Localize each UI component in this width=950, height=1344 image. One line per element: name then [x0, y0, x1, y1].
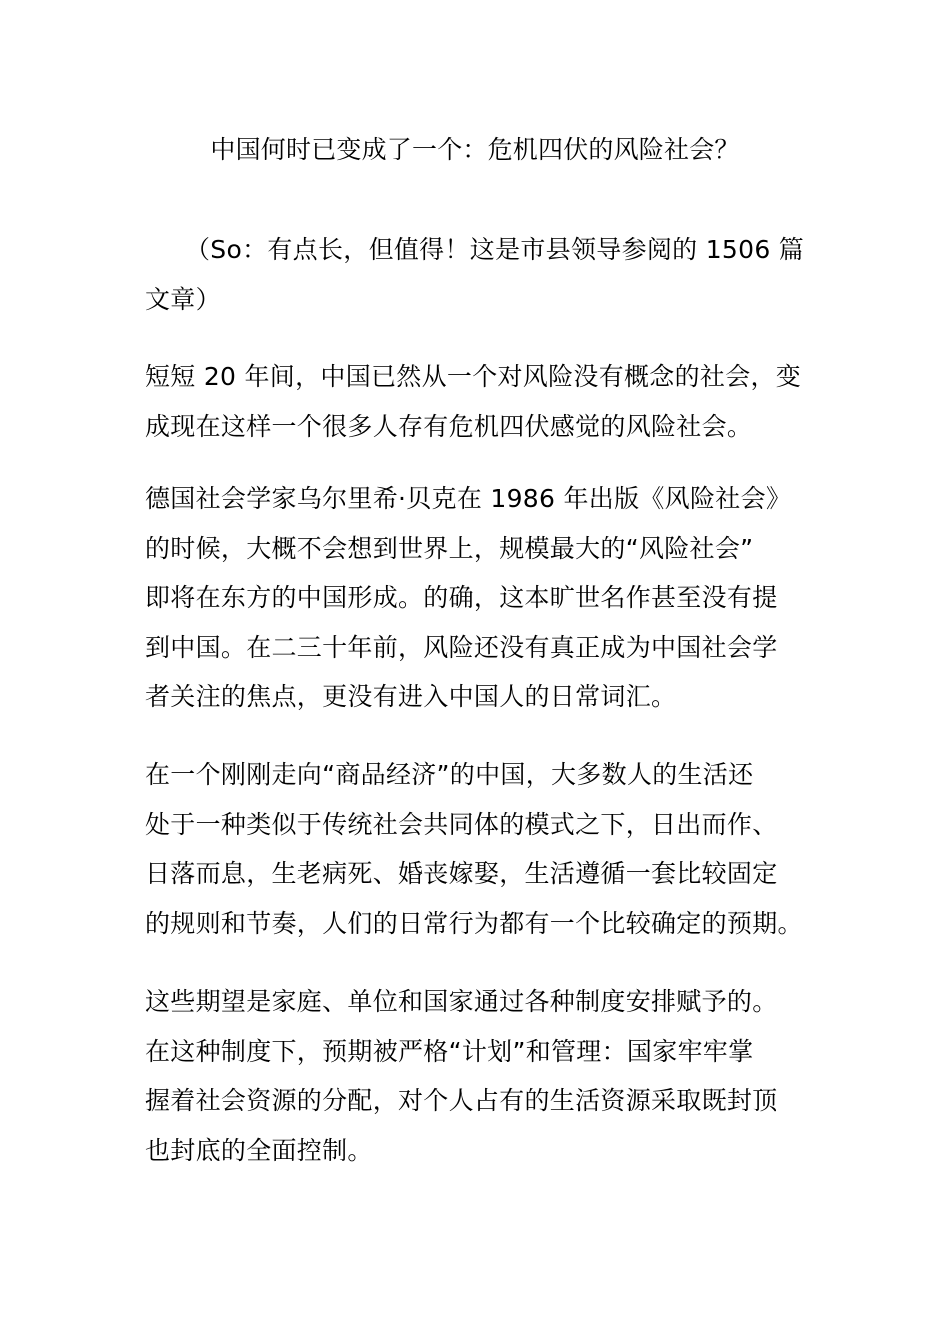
paragraph-line: 在这种制度下，预期被严格“计划”和管理：国家牢牢掌	[145, 1036, 754, 1066]
paragraph-1	[145, 352, 807, 451]
paragraph-3	[145, 750, 807, 948]
editor-note	[145, 225, 807, 324]
paragraph-line: 这些期望是家庭、单位和国家通过各种制度安排赋予的。	[145, 987, 778, 1016]
paragraph-line: 日落而息，生老病死、婚丧嫁娶，生活遵循一套比较固定	[145, 859, 778, 888]
paragraph-line: 握着社会资源的分配，对个人占有的生活资源采取既封顶	[145, 1086, 778, 1115]
paragraph-line: 即将在东方的中国形成。的确，这本旷世名作甚至没有提	[145, 583, 778, 612]
note-line: （So：有点长，但值得！这是市县领导参阅的 1506 篇	[185, 235, 805, 264]
paragraph-line: 处于一种类似于传统社会共同体的模式之下，日出而作、	[145, 809, 778, 839]
page-title: 中国何时已变成了一个：危机四伏的风险社会？	[210, 135, 740, 164]
paragraph-2	[145, 474, 807, 722]
paragraph-line: 在一个刚刚走向“商品经济”的中国，大多数人的生活还	[145, 760, 754, 789]
paragraph-line: 短短 20 年间，中国已然从一个对风险没有概念的社会，变	[145, 362, 802, 391]
paragraph-4	[145, 977, 807, 1175]
paragraph-line: 也封底的全面控制。	[145, 1135, 373, 1165]
paragraph-line: 到中国。在二三十年前，风险还没有真正成为中国社会学	[145, 632, 778, 662]
note-line: 文章）	[145, 284, 221, 314]
paragraph-line: 的时候，大概不会想到世界上，规模最大的“风险社会”	[145, 533, 754, 563]
paragraph-line: 德国社会学家乌尔里希·贝克在 1986 年出版《风险社会》	[145, 484, 792, 513]
paragraph-line: 的规则和节奏，人们的日常行为都有一个比较确定的预期。	[145, 908, 803, 938]
paragraph-line: 成现在这样一个很多人存有危机四伏感觉的风险社会。	[145, 411, 753, 441]
paragraph-line: 者关注的焦点，更没有进入中国人的日常词汇。	[145, 682, 677, 711]
